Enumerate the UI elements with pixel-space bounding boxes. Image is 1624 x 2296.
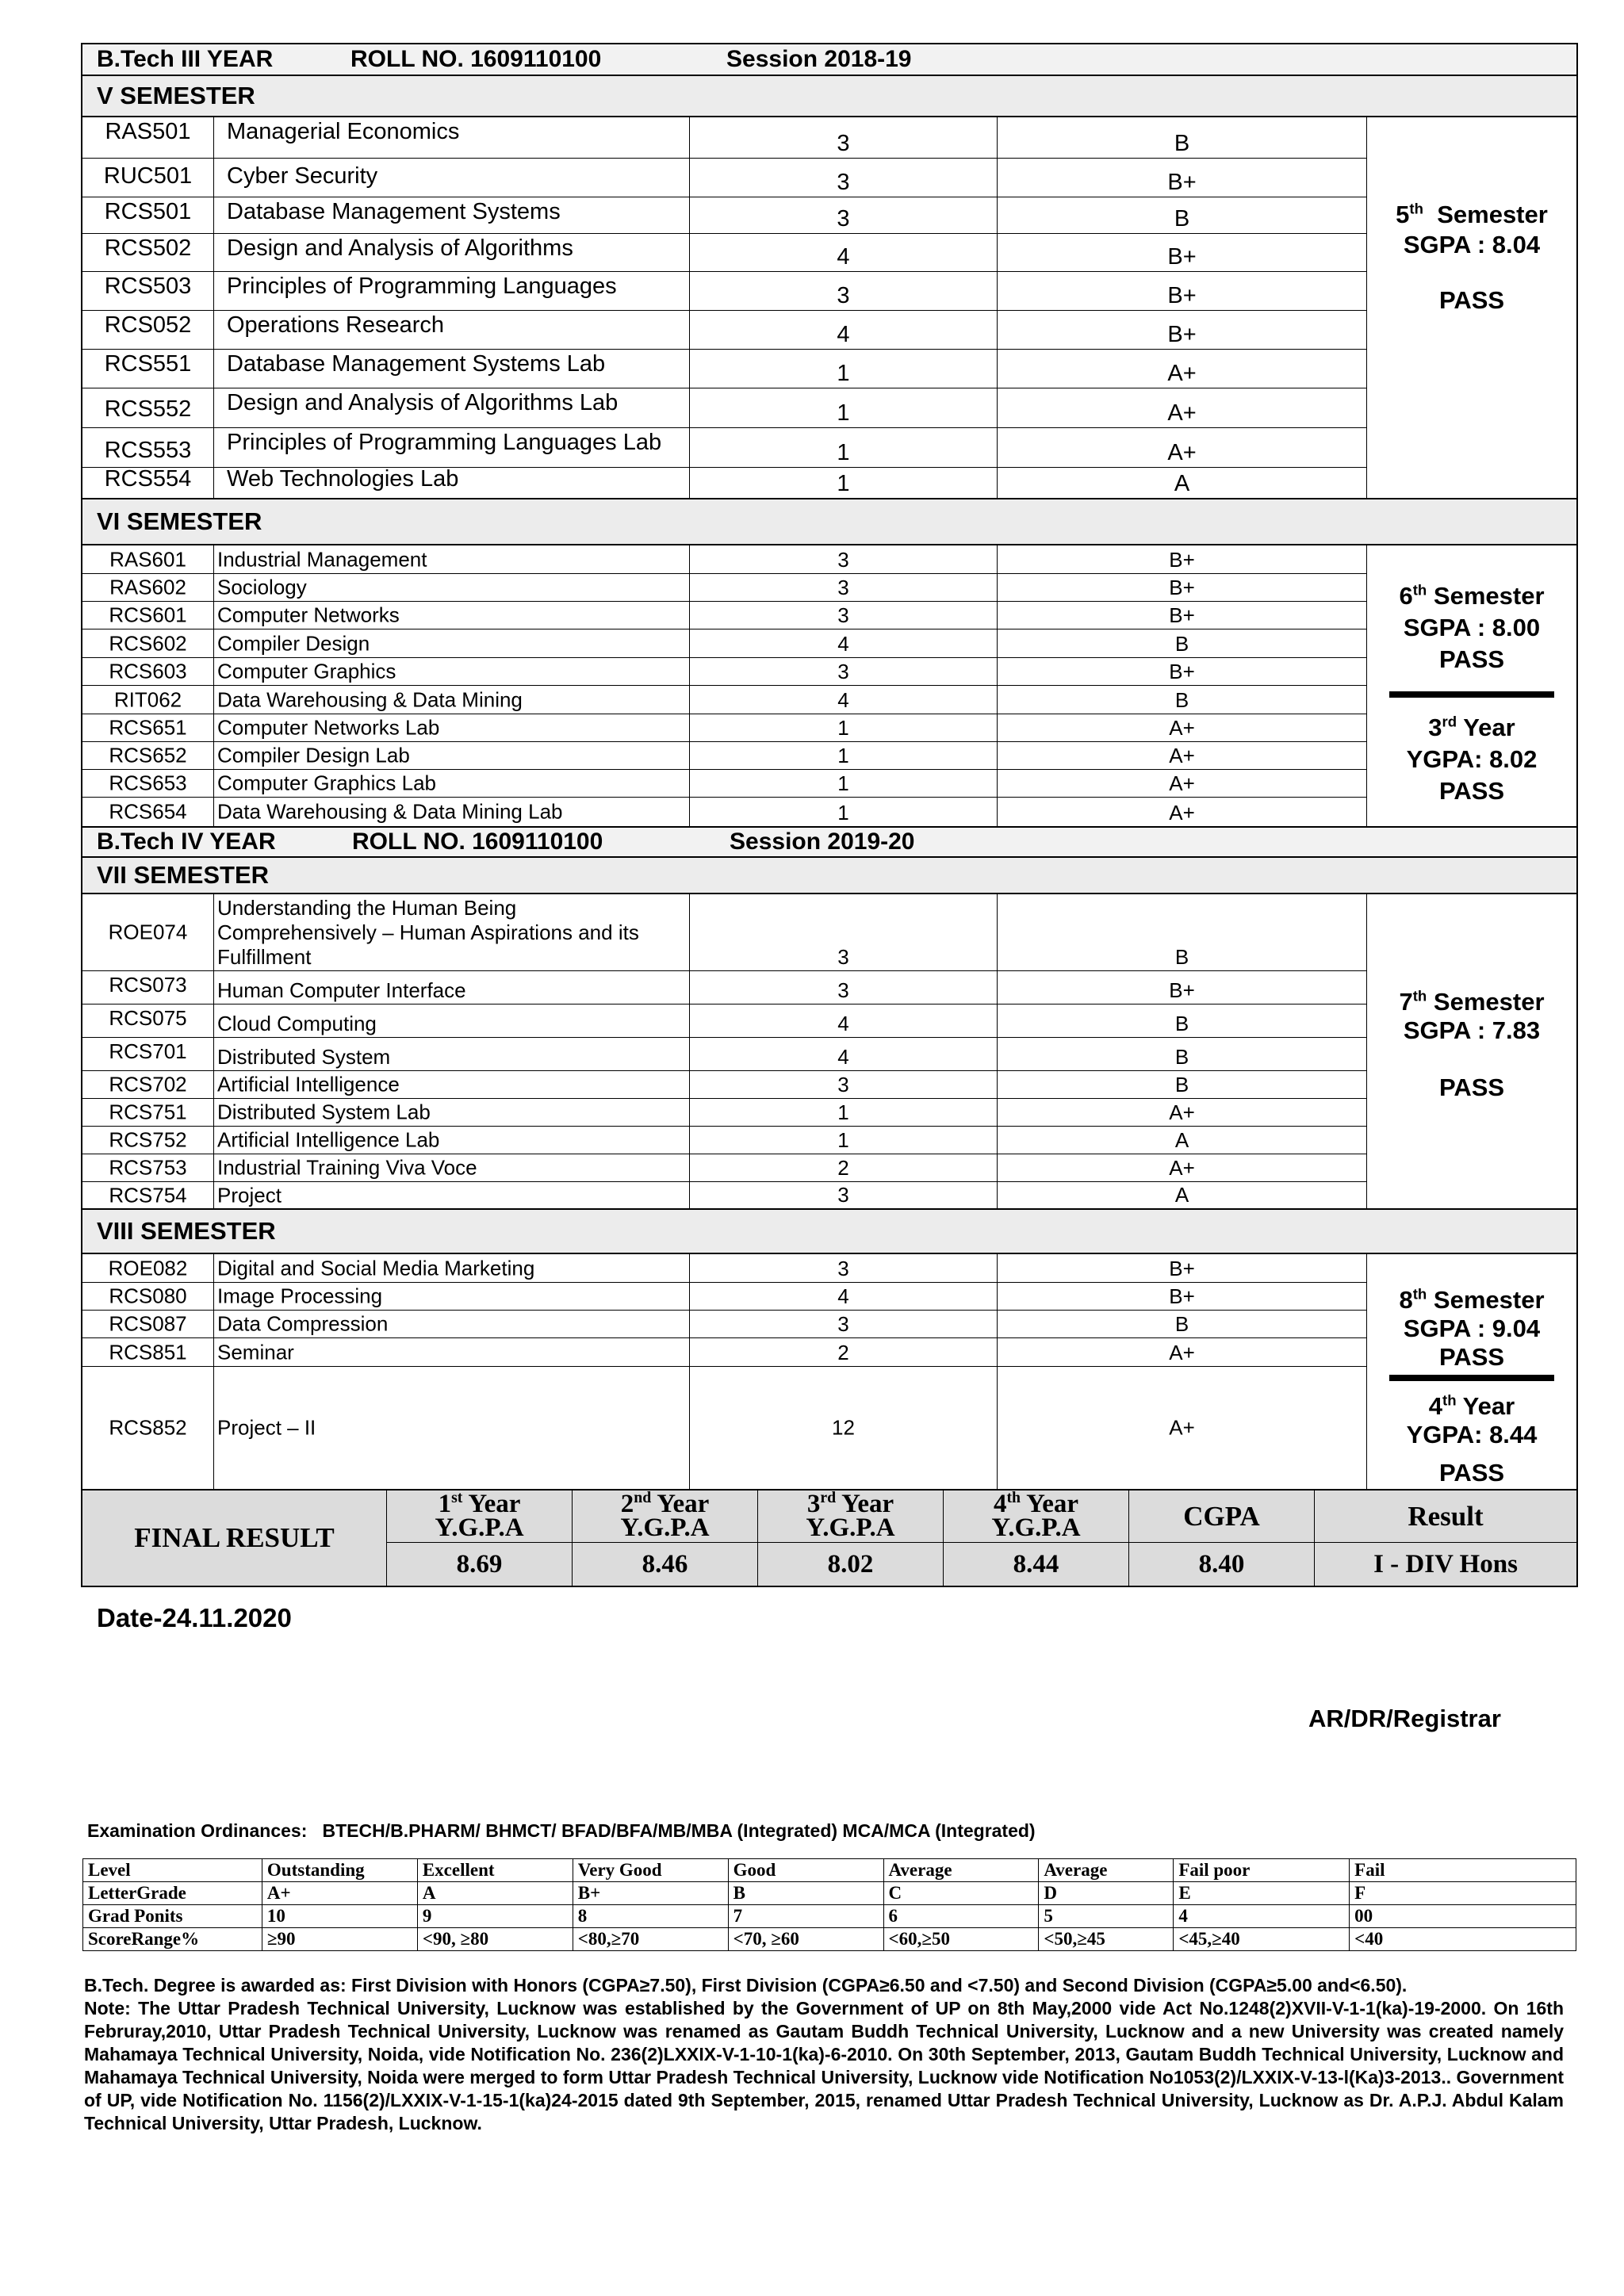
grade-row-range: ScoreRange% ≥90 <90, ≥80 <80,≥70 <70, ≥60 <60,≥50 <50,≥45 <45,≥40 <40: [83, 1928, 1576, 1951]
course-grade: A+: [1169, 771, 1195, 795]
grade-row-points: Grad Ponits 10 9 8 7 6 5 4 00: [83, 1905, 1576, 1928]
course-code: RCS551: [104, 351, 192, 377]
course-name: Human Computer Interface: [217, 978, 466, 1002]
course-code: RCS753: [109, 1155, 187, 1180]
course-code: ROE074: [108, 920, 188, 944]
course-code: RCS080: [109, 1284, 187, 1308]
course-code: RCS502: [104, 235, 192, 261]
course-name: Data Warehousing & Data Mining: [217, 687, 523, 711]
course-credits: 1: [837, 1100, 849, 1124]
course-name: Compiler Design Lab: [217, 743, 410, 767]
semester-6-block: [82, 545, 1576, 828]
course-credits: 1: [837, 771, 849, 795]
course-grade: A+: [1169, 1415, 1195, 1440]
course-code: ROE082: [108, 1256, 188, 1280]
course-code: RCS501: [104, 199, 192, 224]
semester-title: [82, 76, 1576, 117]
course-name: Understanding the Human Being Comprehensively – Human Aspirations and its Fulfillment: [217, 896, 639, 969]
course-name: Artificial Intelligence: [217, 1072, 400, 1096]
semester-title: [82, 1210, 1576, 1254]
course-code: RCS087: [109, 1311, 187, 1336]
course-row: [82, 159, 1367, 197]
year-4-header: 4th Year Y.G.P.A: [944, 1490, 1129, 1543]
notes-block: [84, 1974, 1564, 2135]
year-result: PASS: [1438, 1459, 1505, 1487]
course-code: RCS554: [104, 466, 192, 492]
course-name: Managerial Economics: [227, 119, 460, 144]
year-label: B.Tech III YEAR: [97, 46, 274, 72]
semester-title-text: VIII SEMESTER: [97, 1217, 276, 1245]
semester-7-block: [82, 894, 1576, 1210]
course-grade: B: [1174, 688, 1189, 712]
course-grade: B+: [1169, 660, 1195, 683]
course-credits: 3: [837, 978, 849, 1002]
year-1-header: 1st Year Y.G.P.A: [387, 1490, 573, 1543]
course-code: RCS553: [104, 438, 192, 463]
course-name: Computer Networks: [217, 603, 400, 627]
semester-label: 7th Semester: [1399, 987, 1545, 1016]
course-name: Computer Networks Lab: [217, 715, 440, 740]
roll-number: ROLL NO. 1609110100: [352, 828, 603, 855]
course-code: RCS075: [109, 1006, 187, 1030]
course-credits: 3: [837, 1183, 849, 1207]
course-code: RAS601: [109, 547, 186, 571]
course-code: RCS073: [109, 973, 187, 997]
course-code: RCS754: [109, 1183, 187, 1207]
course-credits: 4: [837, 244, 850, 270]
sgpa: SGPA : 9.04: [1403, 1314, 1541, 1342]
course-credits: 1: [837, 801, 849, 825]
course-credits: 3: [837, 660, 849, 683]
course-name: Image Processing: [217, 1284, 383, 1308]
year-header-4: [82, 828, 1576, 858]
ygpa: YGPA: 8.02: [1406, 745, 1538, 773]
course-row: [82, 234, 1367, 272]
course-name: Data Warehousing & Data Mining Lab: [217, 799, 563, 824]
issue-date: Date-24.11.2020: [97, 1603, 292, 1632]
session: Session 2019-20: [730, 828, 915, 855]
semester-8-summary: [1367, 1254, 1576, 1489]
course-code: RCS653: [109, 771, 187, 795]
course-credits: 3: [837, 548, 849, 572]
course-credits: 3: [837, 1257, 849, 1280]
course-name: Compiler Design: [217, 631, 370, 655]
year-3-ygpa: 8.02: [758, 1543, 944, 1586]
course-credits: 4: [837, 1045, 849, 1069]
course-credits: 3: [837, 170, 850, 195]
course-code: RCS652: [109, 743, 187, 767]
course-credits: 4: [837, 322, 850, 347]
course-credits: 12: [832, 1415, 855, 1440]
course-grade: A+: [1169, 1156, 1195, 1180]
course-grade: B+: [1169, 548, 1195, 572]
course-row: [82, 388, 1367, 428]
course-credits: 3: [837, 283, 850, 308]
final-result-label: FINAL RESULT: [82, 1490, 387, 1586]
course-code: RCS851: [109, 1340, 187, 1364]
course-credits: 4: [837, 688, 849, 712]
course-code: RCS603: [109, 659, 187, 683]
course-name: Artificial Intelligence Lab: [217, 1127, 440, 1152]
course-credits: 1: [837, 744, 849, 767]
course-row: [82, 350, 1367, 388]
course-grade: A: [1174, 1183, 1189, 1207]
course-grade: B+: [1169, 603, 1195, 627]
course-credits: 2: [837, 1156, 849, 1180]
course-name: Digital and Social Media Marketing: [217, 1256, 535, 1280]
course-credits: 3: [837, 131, 850, 156]
marksheet-table: [81, 43, 1578, 1587]
result-header: Result: [1315, 1490, 1576, 1543]
semester-5-summary: [1367, 117, 1576, 498]
course-grade: B: [1174, 1012, 1189, 1035]
course-code: RCS702: [109, 1072, 187, 1096]
course-grade: B: [1174, 131, 1190, 156]
course-name: Project – II: [217, 1415, 316, 1440]
course-code: RUC501: [103, 163, 193, 189]
semester-7-summary: [1367, 894, 1576, 1208]
year-result: PASS: [1438, 777, 1505, 805]
year-2-header: 2nd Year Y.G.P.A: [573, 1490, 758, 1543]
course-credits: 3: [837, 206, 850, 232]
year-2-ygpa: 8.46: [573, 1543, 758, 1586]
course-grade: B: [1174, 206, 1190, 232]
course-name: Sociology: [217, 575, 307, 599]
cgpa-header: CGPA: [1129, 1490, 1315, 1543]
course-name: Database Management Systems Lab: [227, 351, 606, 377]
course-grade: B: [1174, 945, 1189, 969]
course-code: RCS654: [109, 799, 187, 824]
grade-row-level: Level Outstanding Excellent Very Good Good Average Average Fail poor Fail: [83, 1859, 1576, 1882]
course-credits: 1: [837, 471, 850, 496]
signatory: AR/DR/Registrar: [1308, 1705, 1501, 1732]
semester-label: 8th Semester: [1399, 1285, 1545, 1314]
course-grade: B+: [1167, 244, 1197, 270]
course-grade: B+: [1167, 283, 1197, 308]
course-grade: A: [1174, 1128, 1189, 1152]
course-name: Operations Research: [227, 312, 445, 338]
course-grade: A+: [1169, 801, 1195, 825]
semester-result: PASS: [1438, 286, 1505, 314]
course-name: Industrial Management: [217, 547, 427, 571]
course-grade: A+: [1167, 440, 1197, 465]
course-name: Project: [217, 1183, 282, 1207]
course-code: RCS752: [109, 1127, 187, 1152]
course-name: Industrial Training Viva Voce: [217, 1155, 477, 1180]
year-label: 3rd Year: [1428, 713, 1515, 741]
course-credits: 1: [837, 361, 850, 386]
course-code: RCS651: [109, 715, 187, 740]
course-grade: A+: [1169, 1341, 1195, 1364]
course-credits: 4: [837, 1284, 849, 1308]
course-credits: 3: [837, 945, 849, 969]
sgpa: SGPA : 8.00: [1403, 614, 1541, 641]
course-grade: B+: [1169, 978, 1195, 1002]
semester-title-text: V SEMESTER: [97, 82, 255, 109]
course-name: Computer Graphics: [217, 659, 396, 683]
course-credits: 3: [837, 603, 849, 627]
course-credits: 1: [837, 400, 850, 426]
course-code: RAS501: [105, 119, 191, 144]
course-code: RCS701: [109, 1039, 187, 1063]
course-credits: 2: [837, 1341, 849, 1364]
course-grade: B+: [1169, 1257, 1195, 1280]
course-name: Principles of Programming Languages Lab: [227, 430, 662, 455]
course-name: Distributed System: [217, 1045, 391, 1069]
course-name: Web Technologies Lab: [227, 466, 459, 492]
course-credits: 4: [837, 632, 849, 656]
course-row: [82, 197, 1367, 234]
course-grade: B: [1174, 1045, 1189, 1069]
course-code: RCS552: [104, 396, 192, 422]
course-name: Distributed System Lab: [217, 1100, 431, 1124]
course-code: RCS751: [109, 1100, 187, 1124]
semester-result: PASS: [1438, 1343, 1505, 1371]
course-grade: A: [1174, 471, 1190, 496]
year-header-3: [82, 44, 1576, 76]
course-row: [82, 311, 1367, 350]
course-grade: A+: [1169, 716, 1195, 740]
course-grade: B+: [1169, 576, 1195, 599]
course-code: RAS602: [109, 575, 186, 599]
sgpa: SGPA : 8.04: [1403, 231, 1541, 258]
roll-number: ROLL NO. 1609110100: [350, 46, 602, 72]
course-grade: A+: [1167, 400, 1197, 426]
course-grade: B+: [1169, 1284, 1195, 1308]
course-code: RCS602: [109, 631, 187, 655]
course-grade: B: [1174, 1073, 1189, 1096]
semester-8-block: [82, 1254, 1576, 1490]
course-name: Cloud Computing: [217, 1012, 377, 1035]
year-4-ygpa: 8.44: [944, 1543, 1129, 1586]
year-3-header: 3rd Year Y.G.P.A: [758, 1490, 944, 1543]
semester-title-text: VII SEMESTER: [97, 861, 270, 889]
semester-result: PASS: [1438, 645, 1505, 673]
course-code: RCS503: [104, 274, 192, 299]
course-name: Data Compression: [217, 1311, 389, 1336]
ygpa: YGPA: 8.44: [1406, 1421, 1538, 1448]
semester-label: 5th Semester: [1396, 200, 1548, 228]
course-row: [82, 117, 1367, 159]
grade-scale-table: [82, 1858, 1576, 1951]
semester-title-text: VI SEMESTER: [97, 507, 262, 535]
semester-5-block: [82, 117, 1576, 499]
divider-bar: [1389, 691, 1554, 698]
semester-result: PASS: [1438, 1073, 1505, 1101]
course-grade: B: [1174, 1312, 1189, 1336]
course-credits: 1: [837, 440, 850, 465]
grade-row-letter: LetterGrade A+ A B+ B C D E F: [83, 1882, 1576, 1905]
course-grade: B: [1174, 632, 1189, 656]
course-credits: 1: [837, 1128, 849, 1152]
course-code: RCS052: [104, 312, 192, 338]
course-code: RIT062: [113, 687, 182, 711]
course-name: Principles of Programming Languages: [227, 274, 617, 299]
year-label: B.Tech IV YEAR: [97, 828, 276, 855]
ordinances-title: Examination Ordinances: BTECH/B.PHARM/ BHMCT/ BFAD/BFA/MB/MBA (Integrated) MCA/MCA (Integrated): [87, 1820, 1036, 1841]
course-name: Computer Graphics Lab: [217, 771, 437, 795]
course-name: Design and Analysis of Algorithms Lab: [227, 390, 619, 415]
course-grade: A+: [1169, 1100, 1195, 1124]
course-code: RCS852: [109, 1415, 187, 1440]
course-grade: A+: [1167, 361, 1197, 386]
result-value: I - DIV Hons: [1373, 1550, 1518, 1578]
course-credits: 3: [837, 1312, 849, 1336]
final-result-table: [82, 1490, 1576, 1586]
course-grade: B+: [1167, 170, 1197, 195]
year-1-ygpa: 8.69: [387, 1543, 573, 1586]
divider-bar: [1389, 1375, 1554, 1381]
course-credits: 3: [837, 576, 849, 599]
course-row: [82, 272, 1367, 311]
year-label: 4th Year: [1428, 1391, 1515, 1420]
university-history-note: Note: The Uttar Pradesh Technical University, Lucknow was established by the Government of UP on 8th May,2000 vide Act No.1248(2)XVII-V-1-1(ka)-19-2000. On 16th Februray,2010, Uttar Pradesh Technical University, Lucknow was renamed as Gautam Buddh Technical University, Lucknow and a new University was created namely Mahamaya Technical University, Noida, vide Notification No. 236(2)LXXIX-V-1-10-1(ka)-6-2010. On 30th September, 2013, Gautam Buddh Technical University, Lucknow and Mahamaya Technical University, Noida were merged to form Uttar Pradesh Technical University, Lucknow vide Notification No1053(2)/LXXIX-V-13-l(Ka)3-2013.. Government of UP, vide Notification No. 1156(2)/LXXIX-V-1-15-1(ka)24-2015 dated 9th September, 2015, renamed Uttar Pradesh Technical University, Lucknow as Dr. A.P.J. Abdul Kalam Technical University, Uttar Pradesh, Lucknow.: [84, 1998, 1564, 2133]
sgpa: SGPA : 7.83: [1403, 1016, 1541, 1044]
semester-title: [82, 499, 1576, 545]
semester-6-summary: [1367, 545, 1576, 826]
course-row: [82, 428, 1367, 468]
degree-note: B.Tech. Degree is awarded as: First Division with Honors (CGPA≥7.50), First Division (CGPA≥6.50 and <7.50) and Second Division (CGPA≥5.00 and<6.50).: [84, 1975, 1408, 1996]
course-name: Cyber Security: [227, 163, 378, 189]
course-name: Design and Analysis of Algorithms: [227, 235, 573, 261]
course-name: Database Management Systems: [227, 199, 561, 224]
course-row: [82, 468, 1367, 498]
cgpa-value: 8.40: [1129, 1543, 1315, 1586]
course-grade: A+: [1169, 744, 1195, 767]
course-credits: 4: [837, 1012, 849, 1035]
course-credits: 1: [837, 716, 849, 740]
course-code: RCS601: [109, 603, 187, 627]
course-credits: 3: [837, 1073, 849, 1096]
course-name: Seminar: [217, 1340, 294, 1364]
course-grade: B+: [1167, 322, 1197, 347]
session: Session 2018-19: [726, 46, 912, 72]
semester-title: [82, 858, 1576, 894]
semester-label: 6th Semester: [1399, 581, 1545, 610]
